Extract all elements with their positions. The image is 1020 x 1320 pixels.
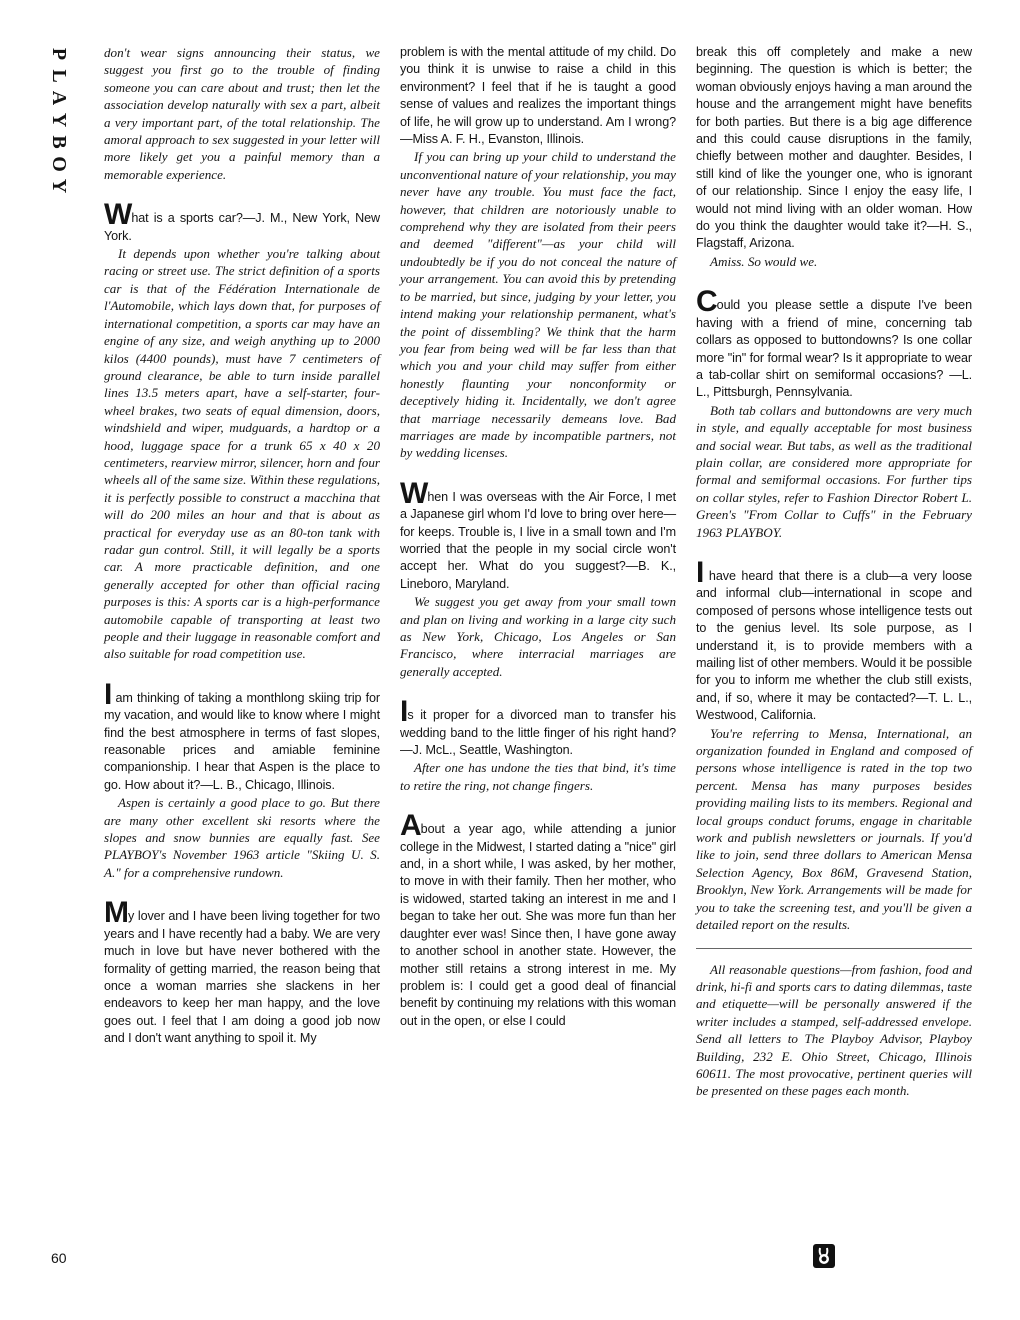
answer-text: After one has undone the ties that bind, it's time to retire the ring, not change fingers. bbox=[400, 760, 676, 793]
question-text bbox=[104, 198, 380, 245]
drop-cap: M bbox=[104, 896, 128, 930]
rabbit-logo-icon bbox=[813, 1244, 835, 1268]
answer-text: It depends upon whether you're talking about racing or street use. The strict definition of a sports car is that of the Fédération Internationale de l'Automobile, which lays down that, for purposes of international competition, a sports car may have an engine of any size, and weigh anything up to 2000 kilos (4400 pounds), must have 7 centimeters of ground clearance, be able to turn inside parallel lines 13.5 meters apart, have a self-starter, four-wheel brakes, two seats of equal dimension, doors, windshield and wiper, mudguards, a hardtop or a hood, luggage space for a trunk 65 x 40 x 20 centimeters, rearview mirror, silencer, horn and four wheels all of the same size. Within these regulations, it is perfectly possible to construct a macchina that will do 200 miles an hour and that is about as practical for everyday use as an 80-ton tank with radar gun control. Still, it will legally be a sports car. A more practicable definition, and one generally accepted for other than official racing purposes is this: A sports car is a high-performance automobile capable of transporting at least two people and their luggage in reasonable comfort and also suitable for road competition use. bbox=[104, 246, 380, 662]
drop-cap: I bbox=[696, 555, 704, 589]
question-body: hen I was overseas with the Air Force, I met a Japanese girl whom I'd love to bring over here—for keeps. Trouble is, I live in a small town and I'm worried that the people in my social circle won't accept her. What do you suggest?—B. K., Lineboro, Maryland. bbox=[400, 489, 676, 591]
question-text bbox=[696, 285, 972, 401]
column-1 bbox=[104, 44, 380, 1048]
answer-text: Aspen is certainly a good place to go. But there are many other excellent ski resorts where the slopes and snow bunnies are equally fast. See PLAYBOY's November 1963 article "Skiing U. S. A." for a comprehensive rundown. bbox=[104, 795, 380, 880]
drop-cap: I bbox=[400, 695, 408, 729]
question-body: hat is a sports car?—J. M., New York, New York. bbox=[104, 211, 380, 243]
masthead-letter: Y bbox=[48, 112, 70, 128]
divider-rule bbox=[696, 948, 972, 949]
masthead-letter: P bbox=[48, 47, 70, 61]
answer-text: Both tab collars and buttondowns are very much in style, and equally acceptable for most business and social wear. But tabs, as well as the traditional plain collar, are considered more appropriate for formal and semiformal occasions. For further tips on collar styles, refer to Fashion Director Robert L. Green's "From Collar to Cuffs" in the February 1963 PLAYBOY. bbox=[696, 402, 972, 540]
question-body: s it proper for a divorced man to transfer his wedding band to the little finger of his right hand?—J. McL., Seattle, Washington. bbox=[400, 708, 676, 758]
question-text bbox=[104, 896, 380, 1047]
drop-cap: C bbox=[696, 285, 717, 319]
question-body: am thinking of taking a monthlong skiing trip for my vacation, and would like to know where I might find the best atmosphere in terms of fast slopes, reasonable prices and amiable feminine companionship. I hear that Aspen is the place to go. How about it?—L. B., Chicago, Illinois. bbox=[104, 690, 380, 792]
question-text bbox=[400, 476, 676, 593]
playboy-masthead bbox=[44, 44, 74, 344]
drop-cap: W bbox=[400, 476, 428, 510]
question-body: ould you please settle a dispute I've been having with a friend of mine, concerning tab collars as opposed to buttondowns? Is one collar more "in" for formal wear? Is it appropriate to wear a tab-collar shirt on semiformal occasions? —L. L., Pittsburgh, Pennsylvania. bbox=[696, 298, 972, 400]
column-2 bbox=[400, 44, 676, 1030]
drop-cap: A bbox=[400, 809, 421, 843]
masthead-letter: B bbox=[48, 135, 70, 149]
question-text: problem is with the mental attitude of my child. Do you think it is unwise to raise a child in this environment? I feel that if he is taught a good sense of values and realizes the important things of life, he will grow up to understand. Am I wrong?—Miss A. F. H., Evanston, Illinois. bbox=[400, 45, 676, 147]
question-text: break this off completely and make a new beginning. The question is which is better; the woman obviously enjoys having a man around the house and the arrangement might have benefits for both parties. But there is a big age difference and this could cause disruptions in the family, chiefly between mother and daughter. Besides, I still kind of like the younger one, who is ignorant of our relationship. Since I enjoy the easy life, I would not mind living with an older woman. How do you think the daughter would take it?—H. S., Flagstaff, Arizona. bbox=[696, 45, 972, 251]
advisor-footer-note: All reasonable questions—from fashion, food and drink, hi-fi and sports cars to dating dilemmas, taste and etiquette—will be personally answered if the writer includes a stamped, self-addressed envelope. Send all letters to The Playboy Advisor, Playboy Building, 232 E. Ohio Street, Chicago, Illinois 60611. The most provocative, pertinent queries will be presented on these pages each month. bbox=[696, 961, 972, 1099]
question-text bbox=[400, 809, 676, 1030]
masthead-letter: A bbox=[48, 90, 70, 106]
masthead-letter: O bbox=[48, 156, 70, 172]
masthead-letter: L bbox=[48, 69, 70, 83]
question-body: bout a year ago, while attending a junior college in the Midwest, I started dating a "nice" girl and, in a short while, I was asked, by her mother, to move in with their family. Then her mother, who is widowed, started taking an interest in me and I began to take her out. She was more fun than her daughter ever was! Since then, I have gone away to another school in another state. However, the mother still retains a strong interest in me. My problem is: I could get a good deal of financial benefit by continuing my relations with this woman out in the open, or else I could bbox=[400, 822, 676, 1028]
question-text bbox=[104, 677, 380, 794]
drop-cap: I bbox=[104, 677, 112, 711]
question-body: have heard that there is a club—a very loose and informal club—international in scope and composed of persons whose intelligence tests out to the genius level. Its sole purpose, as I understand it, is to provide members with a mailing list of other members. Would it be possible for you to inform me whether the club still exists, and, if so, where it may be contacted?—T. L. L., Westwood, California. bbox=[696, 568, 972, 723]
column-3 bbox=[696, 44, 972, 1100]
masthead-letter: Y bbox=[48, 178, 70, 194]
drop-cap: W bbox=[104, 198, 132, 232]
question-body: y lover and I have been living together for two years and I have recently had a baby. We are very much in love but have never bothered with the formality of getting married, the reason being that once a woman marries she slackens in her endeavors to keep her man happy, and the love goes out. I feel that I am doing a good job now and I don't want anything to spoil it. My bbox=[104, 909, 380, 1046]
question-text bbox=[400, 695, 676, 759]
answer-text: Amiss. So would we. bbox=[710, 253, 818, 269]
answer-text: We suggest you get away from your small town and plan on living and working in a large city such as New York, Chicago, Los Angeles or San Francisco, where interracial marriages are generally accepted. bbox=[400, 594, 676, 679]
answer-text: don't wear signs announcing their status, we suggest you first go to the trouble of finding someone you can care about and trust; then let the association develop naturally with sex a part, albeit a very important part, of the total relationship. The amoral approach to sex suggested in your letter will more likely get you a painful memory than a memorable experience. bbox=[104, 45, 380, 182]
page-number: 60 bbox=[51, 1250, 67, 1266]
question-text bbox=[696, 555, 972, 725]
answer-text: If you can bring up your child to understand the unconventional nature of your relationship, you may never have any trouble. You must face the fact, however, that children are notoriously unable to comprehend why they are isolated from their peers and deemed "different"—as your child will undoubtedly be if you do not conceal the nature of your arrangement. You can avoid this by pretending to be married, but since, judging by your letter, you intend making your relationship permanent, what's the point of dissembling? We think that the harm you fear from being wed will be far less than that which you and your child may suffer from either honestly flaunting your nonconformity or deceptively hiding it. Incidentally, we don't agree that marriage necessarily demeans love. Bad marriages are made by incompatible partners, not by wedding licenses. bbox=[400, 149, 676, 461]
answer-text: You're referring to Mensa, International, an organization founded in England and composed of persons whose intelligence is rated in the top two percent. Mensa has many purposes besides providing mailing lists to its members. Regional and local groups conduct forums, engage in charitable work and publish newsletters or journals. If you'd like to join, send three dollars to American Mensa Selection Agency, Box 86M, Gravesend Station, Brooklyn, New York. Arrangements will be made for you to take the screening test, and you'll be given a detailed report on the results. bbox=[696, 725, 972, 933]
